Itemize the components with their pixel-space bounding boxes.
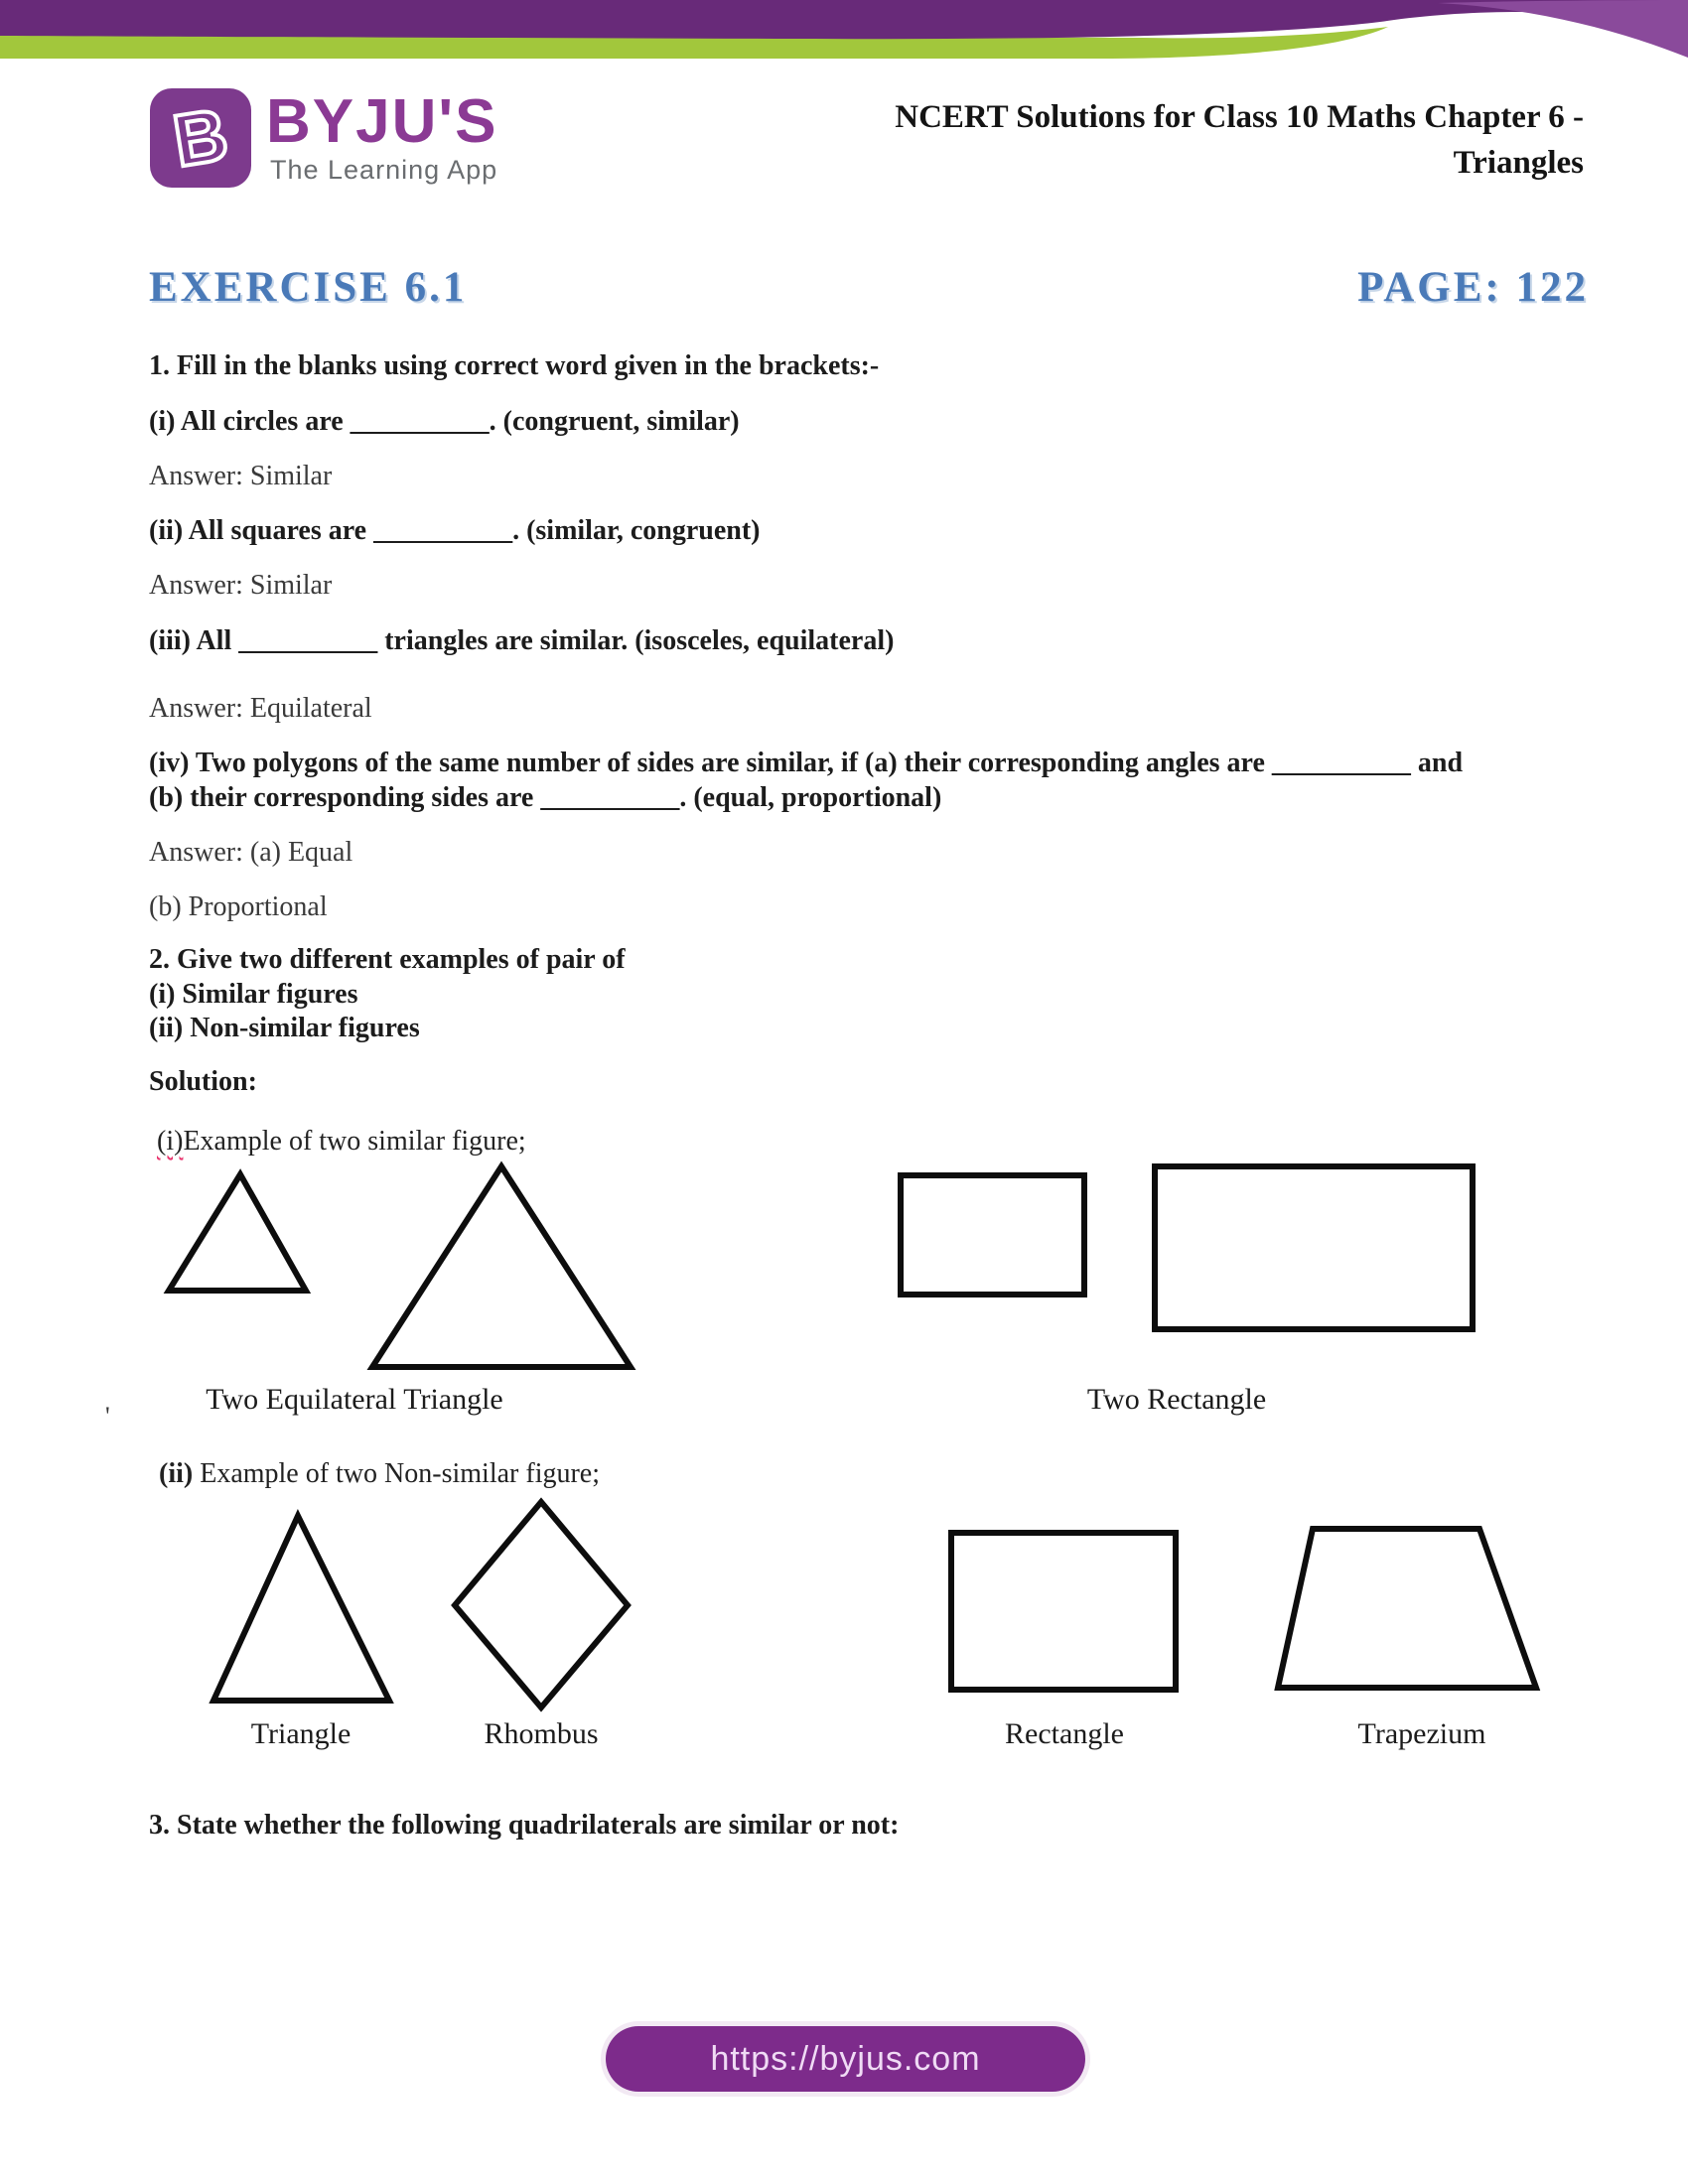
similar-triangles-figure bbox=[159, 1157, 655, 1375]
label-triangle: Triangle bbox=[250, 1717, 352, 1750]
trapezium-shape bbox=[1278, 1529, 1536, 1688]
rhombus-shape bbox=[455, 1502, 628, 1707]
nonsimilar-right-figure bbox=[943, 1519, 1554, 1698]
label-two-equilateral-triangle: Two Equilateral Triangle bbox=[206, 1383, 503, 1416]
nonsimilar-figures-caption bbox=[159, 1457, 600, 1491]
doc-title-line1: NCERT Solutions for Class 10 Maths Chapter 6 - bbox=[895, 99, 1584, 135]
exercise-title: EXERCISE 6.1 bbox=[149, 264, 468, 311]
label-rhombus: Rhombus bbox=[484, 1717, 599, 1750]
similar-rectangles-figure bbox=[894, 1160, 1479, 1336]
triangle-shape bbox=[213, 1516, 389, 1701]
page-number-heading: PAGE: 122 bbox=[1357, 264, 1589, 311]
q1-heading: 1. Fill in the blanks using correct word given in the brackets:- bbox=[149, 350, 880, 381]
similar-figures-caption bbox=[157, 1125, 526, 1159]
rectangle-shape bbox=[951, 1533, 1176, 1690]
byjus-tagline: The Learning App bbox=[270, 155, 498, 185]
label-trapezium: Trapezium bbox=[1357, 1717, 1486, 1750]
q3-heading: 3. State whether the following quadrilaterals are similar or not: bbox=[149, 1810, 900, 1841]
nonsimilar-caption-marker: (ii) bbox=[159, 1458, 194, 1489]
doc-title bbox=[829, 94, 1584, 186]
q2-sub-i: (i) Similar figures bbox=[149, 979, 358, 1010]
label-rectangle: Rectangle bbox=[1005, 1717, 1124, 1750]
similar-caption-marker: (i) bbox=[157, 1126, 184, 1157]
q1-part-iv-answer-a: Answer: (a) Equal bbox=[149, 837, 353, 868]
byjus-url-text: https://byjus.com bbox=[710, 2039, 981, 2078]
q2-heading: 2. Give two different examples of pair of bbox=[149, 944, 626, 975]
small-rectangle-shape bbox=[901, 1175, 1084, 1295]
label-two-rectangle: Two Rectangle bbox=[1086, 1383, 1267, 1416]
stray-mark: ' bbox=[105, 1402, 110, 1431]
byjus-brand-text: BYJU'S bbox=[266, 87, 498, 156]
q1-part-ii: (ii) All squares are __________. (similar, congruent) bbox=[149, 515, 761, 546]
q1-part-ii-answer: Answer: Similar bbox=[149, 570, 333, 601]
small-equilateral-triangle-shape bbox=[169, 1174, 306, 1291]
q1-part-iv-answer-b: (b) Proportional bbox=[149, 891, 328, 922]
q1-part-i: (i) All circles are __________. (congruent, similar) bbox=[149, 406, 740, 437]
byjus-url-button[interactable] bbox=[606, 2026, 1085, 2092]
large-rectangle-shape bbox=[1155, 1166, 1473, 1329]
svg-text:B: B bbox=[168, 92, 233, 183]
q1-part-i-answer: Answer: Similar bbox=[149, 461, 333, 491]
q1-part-iv-line1: (iv) Two polygons of the same number of sides are similar, if (a) their corresponding angles are __________ and bbox=[149, 748, 1464, 778]
large-equilateral-triangle-shape bbox=[372, 1166, 631, 1367]
nonsimilar-left-figure bbox=[199, 1494, 655, 1712]
doc-title-line2: Triangles bbox=[1453, 145, 1584, 182]
q1-part-iv-line2: (b) their corresponding sides are __________. (equal, proportional) bbox=[149, 782, 942, 813]
byjus-logo-icon bbox=[149, 87, 252, 189]
solution-label: Solution: bbox=[149, 1066, 257, 1097]
purple-band bbox=[0, 0, 1688, 39]
nonsimilar-caption-text: Example of two Non-similar figure; bbox=[193, 1458, 601, 1489]
q1-part-iii-answer: Answer: Equilateral bbox=[149, 693, 372, 724]
q1-part-iii: (iii) All __________ triangles are similar. (isosceles, equilateral) bbox=[149, 625, 895, 656]
q2-sub-ii: (ii) Non-similar figures bbox=[149, 1013, 420, 1043]
similar-caption-text: Example of two similar figure; bbox=[183, 1126, 526, 1157]
